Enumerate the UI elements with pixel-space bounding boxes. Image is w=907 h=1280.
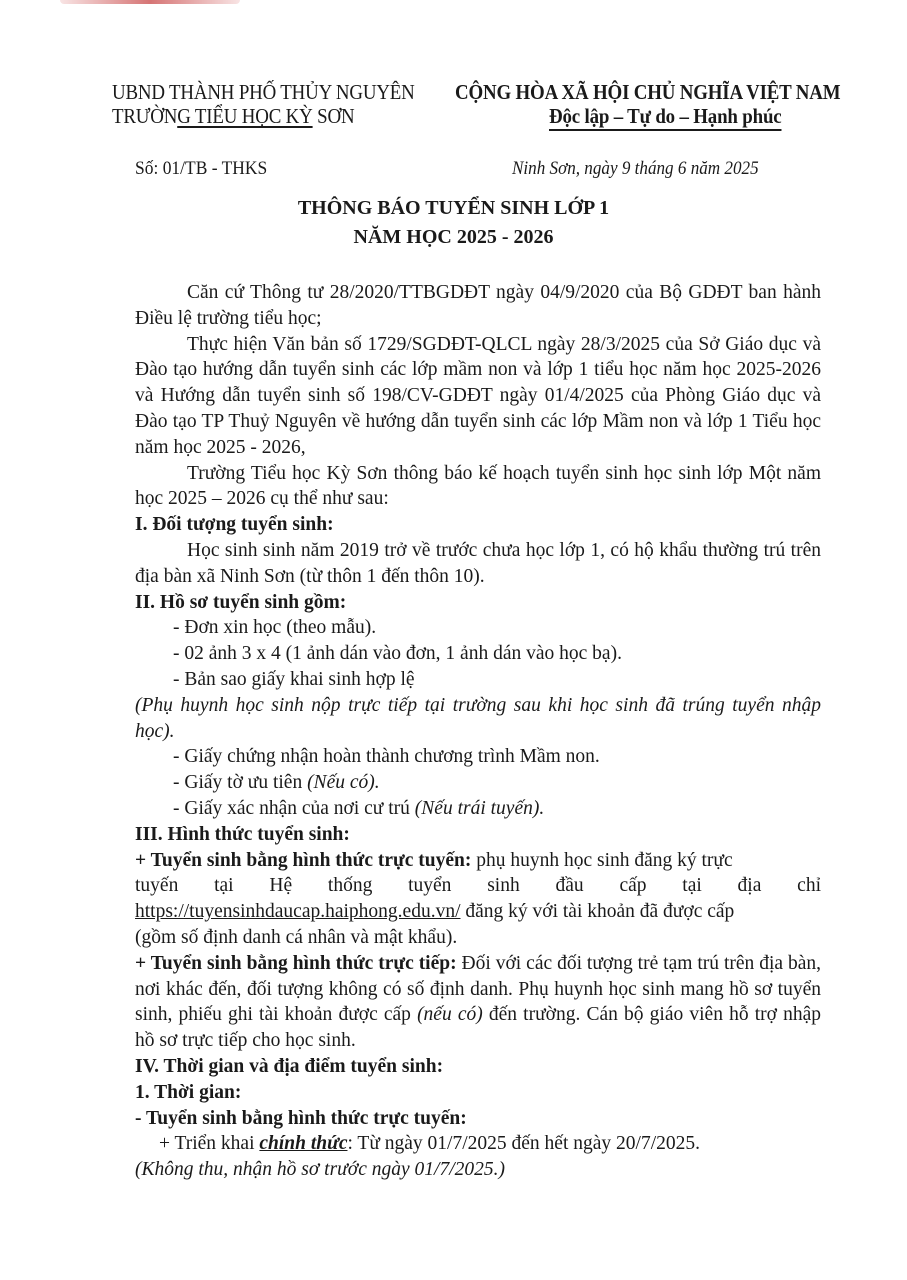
list-item: - Đơn xin học (theo mẫu).	[173, 617, 377, 639]
document-subtitle: NĂM HỌC 2025 - 2026	[353, 226, 554, 248]
list-item-note: (Nếu có).	[307, 772, 380, 794]
deploy-prefix: + Triển khai	[159, 1133, 260, 1155]
online-method-line	[135, 848, 821, 874]
place-date: Ninh Sơn, ngày 9 tháng 6 năm 2025	[512, 158, 759, 179]
preamble-paragraph: Trường Tiểu học Kỳ Sơn thông báo kế hoạch tuyển sinh học sinh lớp Một năm học 2025 – 2026 cụ thể như sau:	[135, 462, 821, 510]
school-name	[112, 104, 354, 129]
deploy-note: (Không thu, nhận hồ sơ trước ngày 01/7/2025.)	[135, 1159, 505, 1181]
enrollment-portal-link[interactable]: https://tuyensinhdaucap.haiphong.edu.vn/	[135, 901, 461, 923]
deploy-official: chính thức	[259, 1133, 348, 1155]
list-item-text: - Giấy tờ ưu tiên	[173, 772, 308, 794]
list-item	[135, 796, 821, 822]
online-method-line	[135, 899, 821, 925]
school-name-underlined: G TIỂU HỌC KỲ	[177, 104, 313, 128]
preamble-paragraph: Căn cứ Thông tư 28/2020/TTBGDĐT ngày 04/9/2020 của Bộ GDĐT ban hành Điều lệ trường tiểu học;	[135, 282, 821, 329]
online-method-line: (gồm số định danh cá nhân và mật khẩu).	[135, 926, 458, 948]
preamble-paragraph: Thực hiện Văn bản số 1729/SGDĐT-QLCL ngày 28/3/2025 của Sở Giáo dục và Đào tạo hướng dẫn tuyển sinh các lớp mầm non và lớp 1 tiểu học năm học 2025-2026 và Hướng dẫn tuyển sinh số 198/CV-GDĐT ngày 01/4/2025 của Phòng Giáo dục và Đào tạo TP Thuỷ Nguyên về hướng dẫn tuyển sinh các lớp Mầm non và lớp 1 Tiểu học năm học 2025 - 2026,	[135, 333, 821, 458]
subsection-heading: - Tuyển sinh bằng hình thức trực tuyến:	[135, 1107, 467, 1129]
national-motto: Độc lập – Tự do – Hạnh phúc	[549, 104, 782, 128]
school-name-prefix: TRƯỜN	[112, 104, 178, 128]
section-heading: I. Đối tượng tuyển sinh:	[135, 514, 334, 536]
section-heading: III. Hình thức tuyển sinh:	[135, 823, 350, 845]
list-note: (Phụ huynh học sinh nộp trực tiếp tại trường sau khi học sinh đã trúng tuyển nhập học).	[135, 694, 821, 742]
list-item: - 02 ảnh 3 x 4 (1 ảnh dán vào đơn, 1 ảnh dán vào học bạ).	[173, 643, 622, 665]
section-heading: IV. Thời gian và địa điểm tuyển sinh:	[135, 1055, 444, 1077]
direct-method-label: + Tuyển sinh bằng hình thức trực tiếp:	[135, 952, 457, 974]
document-title: THÔNG BÁO TUYỂN SINH LỚP 1	[297, 197, 610, 219]
issuing-authority: UBND THÀNH PHỐ THỦY NGUYÊN	[112, 80, 415, 104]
direct-method-text: Đối với các đối tượng trẻ tạm trú trên địa bàn, nơi khác đến, đối tượng không có số định danh. Phụ huynh học sinh mang hồ sơ tuyển sinh, phiếu ghi tài khoản được cấp	[135, 952, 821, 1026]
list-item	[135, 770, 821, 796]
subsection-heading: 1. Thời gian:	[135, 1081, 242, 1103]
direct-method-note: (nếu có)	[417, 1004, 483, 1026]
list-item: - Bản sao giấy khai sinh hợp lệ	[173, 668, 415, 690]
direct-method-paragraph	[135, 951, 821, 1054]
online-method-label: + Tuyển sinh bằng hình thức trực tuyến:	[135, 849, 472, 871]
deploy-dates: : Từ ngày 01/7/2025 đến hết ngày 20/7/2025.	[347, 1133, 700, 1155]
online-method-line: tuyến tại Hệ thống tuyển sinh đầu cấp tại địa chỉ	[135, 875, 821, 897]
list-item-note: (Nếu trái tuyến).	[414, 797, 545, 819]
direct-method-text: đến trường. Cán bộ giáo viên hỗ trợ nhập hồ sơ trực tiếp cho học sinh.	[135, 1004, 821, 1052]
national-title: CỘNG HÒA XÃ HỘI CHỦ NGHĨA VIỆT NAM	[455, 80, 841, 104]
document-body	[135, 280, 821, 1183]
section-heading: II. Hồ sơ tuyển sinh gồm:	[135, 591, 347, 613]
school-name-suffix: SƠN	[312, 104, 355, 128]
online-method-text: đăng ký với tài khoản đã được cấp	[460, 901, 735, 923]
list-item: - Giấy chứng nhận hoàn thành chương trình Mầm non.	[173, 746, 600, 768]
deploy-line	[135, 1131, 821, 1157]
section-paragraph: Học sinh sinh năm 2019 trở về trước chưa học lớp 1, có hộ khẩu thường trú trên địa bàn xã Ninh Sơn (từ thôn 1 đến thôn 10).	[135, 539, 821, 587]
online-method-text: phụ huynh học sinh đăng ký trực	[471, 849, 733, 871]
reference-number: Số: 01/TB - THKS	[135, 158, 268, 179]
list-item-text: - Giấy xác nhận của nơi cư trú	[173, 797, 415, 819]
